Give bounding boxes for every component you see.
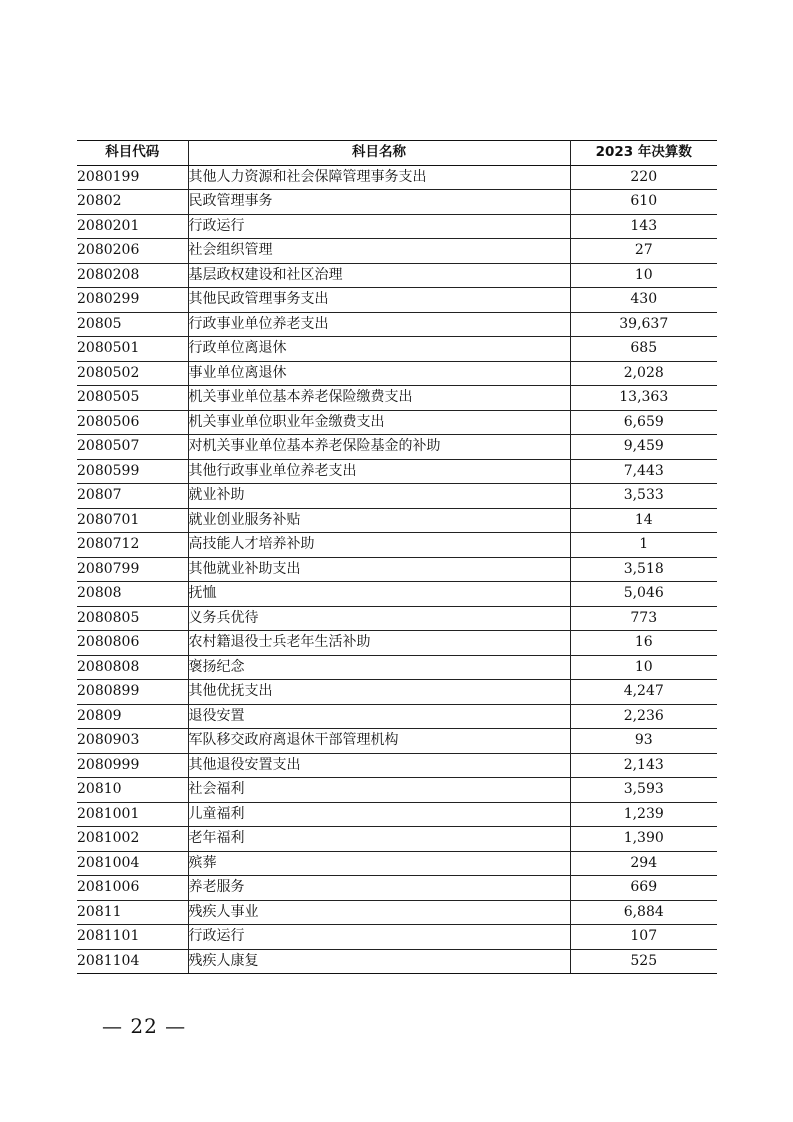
table-row: [77, 239, 717, 264]
cell-amount: 5,046: [570, 582, 717, 607]
cell-name: 就业补助: [188, 484, 570, 509]
table-row: [77, 729, 717, 754]
table-row: [77, 949, 717, 974]
header-amount: 2023 年决算数: [570, 141, 717, 166]
table-row: [77, 410, 717, 435]
table-row: [77, 312, 717, 337]
table-body: [77, 165, 717, 974]
cell-code: 2081001: [77, 802, 188, 827]
cell-amount: 773: [570, 606, 717, 631]
cell-amount: 10: [570, 263, 717, 288]
table-row: [77, 680, 717, 705]
cell-amount: 2,236: [570, 704, 717, 729]
table-row: [77, 704, 717, 729]
cell-amount: 9,459: [570, 435, 717, 460]
table-row: [77, 778, 717, 803]
table-row: [77, 876, 717, 901]
cell-code: 2080712: [77, 533, 188, 558]
cell-name: 机关事业单位基本养老保险缴费支出: [188, 386, 570, 411]
header-code: 科目代码: [77, 141, 188, 166]
cell-code: 2080799: [77, 557, 188, 582]
cell-name: 养老服务: [188, 876, 570, 901]
cell-amount: 10: [570, 655, 717, 680]
cell-code: 2080507: [77, 435, 188, 460]
cell-amount: 294: [570, 851, 717, 876]
cell-code: 20810: [77, 778, 188, 803]
table-row: [77, 753, 717, 778]
table-row: [77, 802, 717, 827]
cell-code: 20808: [77, 582, 188, 607]
table-row: [77, 484, 717, 509]
cell-name: 其他退役安置支出: [188, 753, 570, 778]
cell-amount: 3,593: [570, 778, 717, 803]
cell-amount: 6,659: [570, 410, 717, 435]
cell-name: 高技能人才培养补助: [188, 533, 570, 558]
cell-code: 20807: [77, 484, 188, 509]
cell-amount: 1: [570, 533, 717, 558]
cell-name: 社会组织管理: [188, 239, 570, 264]
cell-name: 其他就业补助支出: [188, 557, 570, 582]
cell-amount: 107: [570, 925, 717, 950]
cell-amount: 2,143: [570, 753, 717, 778]
table-row: [77, 508, 717, 533]
cell-amount: 6,884: [570, 900, 717, 925]
cell-name: 退役安置: [188, 704, 570, 729]
cell-code: 20805: [77, 312, 188, 337]
table-row: [77, 361, 717, 386]
cell-code: 2080501: [77, 337, 188, 362]
cell-name: 行政事业单位养老支出: [188, 312, 570, 337]
table-header-row: [77, 141, 717, 166]
table-row: [77, 606, 717, 631]
budget-table: [77, 140, 717, 974]
cell-amount: 3,533: [570, 484, 717, 509]
cell-amount: 143: [570, 214, 717, 239]
cell-name: 褒扬纪念: [188, 655, 570, 680]
table-row: [77, 165, 717, 190]
table-row: [77, 557, 717, 582]
table-row: [77, 851, 717, 876]
cell-name: 老年福利: [188, 827, 570, 852]
cell-name: 其他人力资源和社会保障管理事务支出: [188, 165, 570, 190]
cell-code: 2080299: [77, 288, 188, 313]
cell-amount: 14: [570, 508, 717, 533]
cell-code: 20802: [77, 190, 188, 215]
cell-code: 2080502: [77, 361, 188, 386]
cell-amount: 3,518: [570, 557, 717, 582]
cell-code: 20811: [77, 900, 188, 925]
cell-code: 2080701: [77, 508, 188, 533]
cell-code: 2080199: [77, 165, 188, 190]
cell-code: 2080806: [77, 631, 188, 656]
cell-amount: 4,247: [570, 680, 717, 705]
cell-amount: 220: [570, 165, 717, 190]
cell-name: 抚恤: [188, 582, 570, 607]
table-row: [77, 631, 717, 656]
cell-amount: 93: [570, 729, 717, 754]
table-row: [77, 900, 717, 925]
cell-name: 义务兵优待: [188, 606, 570, 631]
cell-code: 20809: [77, 704, 188, 729]
table-row: [77, 925, 717, 950]
header-name: 科目名称: [188, 141, 570, 166]
cell-name: 殡葬: [188, 851, 570, 876]
cell-name: 就业创业服务补贴: [188, 508, 570, 533]
table-row: [77, 337, 717, 362]
table-row: [77, 214, 717, 239]
cell-amount: 27: [570, 239, 717, 264]
cell-name: 事业单位离退休: [188, 361, 570, 386]
table-row: [77, 459, 717, 484]
page-number: — 22 —: [102, 1014, 187, 1038]
table-row: [77, 435, 717, 460]
cell-amount: 1,239: [570, 802, 717, 827]
cell-amount: 13,363: [570, 386, 717, 411]
cell-code: 2080506: [77, 410, 188, 435]
table-row: [77, 582, 717, 607]
table-row: [77, 288, 717, 313]
table-row: [77, 263, 717, 288]
cell-amount: 430: [570, 288, 717, 313]
table-row: [77, 827, 717, 852]
cell-name: 对机关事业单位基本养老保险基金的补助: [188, 435, 570, 460]
cell-amount: 669: [570, 876, 717, 901]
cell-amount: 525: [570, 949, 717, 974]
cell-name: 行政运行: [188, 214, 570, 239]
cell-name: 行政运行: [188, 925, 570, 950]
cell-name: 残疾人康复: [188, 949, 570, 974]
cell-name: 儿童福利: [188, 802, 570, 827]
cell-name: 农村籍退役士兵老年生活补助: [188, 631, 570, 656]
table-row: [77, 533, 717, 558]
cell-code: 2080805: [77, 606, 188, 631]
cell-code: 2080999: [77, 753, 188, 778]
cell-name: 基层政权建设和社区治理: [188, 263, 570, 288]
cell-name: 民政管理事务: [188, 190, 570, 215]
cell-name: 社会福利: [188, 778, 570, 803]
cell-code: 2080599: [77, 459, 188, 484]
cell-name: 其他行政事业单位养老支出: [188, 459, 570, 484]
cell-name: 其他民政管理事务支出: [188, 288, 570, 313]
cell-code: 2080206: [77, 239, 188, 264]
cell-code: 2080808: [77, 655, 188, 680]
cell-name: 军队移交政府离退休干部管理机构: [188, 729, 570, 754]
cell-code: 2081006: [77, 876, 188, 901]
cell-amount: 39,637: [570, 312, 717, 337]
table-row: [77, 386, 717, 411]
cell-code: 2081104: [77, 949, 188, 974]
cell-amount: 685: [570, 337, 717, 362]
table-row: [77, 190, 717, 215]
cell-amount: 610: [570, 190, 717, 215]
table-row: [77, 655, 717, 680]
cell-amount: 7,443: [570, 459, 717, 484]
cell-code: 2080201: [77, 214, 188, 239]
cell-code: 2080208: [77, 263, 188, 288]
cell-code: 2081004: [77, 851, 188, 876]
cell-code: 2080903: [77, 729, 188, 754]
cell-amount: 2,028: [570, 361, 717, 386]
cell-code: 2080505: [77, 386, 188, 411]
cell-amount: 1,390: [570, 827, 717, 852]
cell-code: 2081101: [77, 925, 188, 950]
cell-name: 行政单位离退休: [188, 337, 570, 362]
cell-code: 2081002: [77, 827, 188, 852]
cell-amount: 16: [570, 631, 717, 656]
cell-name: 残疾人事业: [188, 900, 570, 925]
cell-name: 其他优抚支出: [188, 680, 570, 705]
cell-code: 2080899: [77, 680, 188, 705]
cell-name: 机关事业单位职业年金缴费支出: [188, 410, 570, 435]
